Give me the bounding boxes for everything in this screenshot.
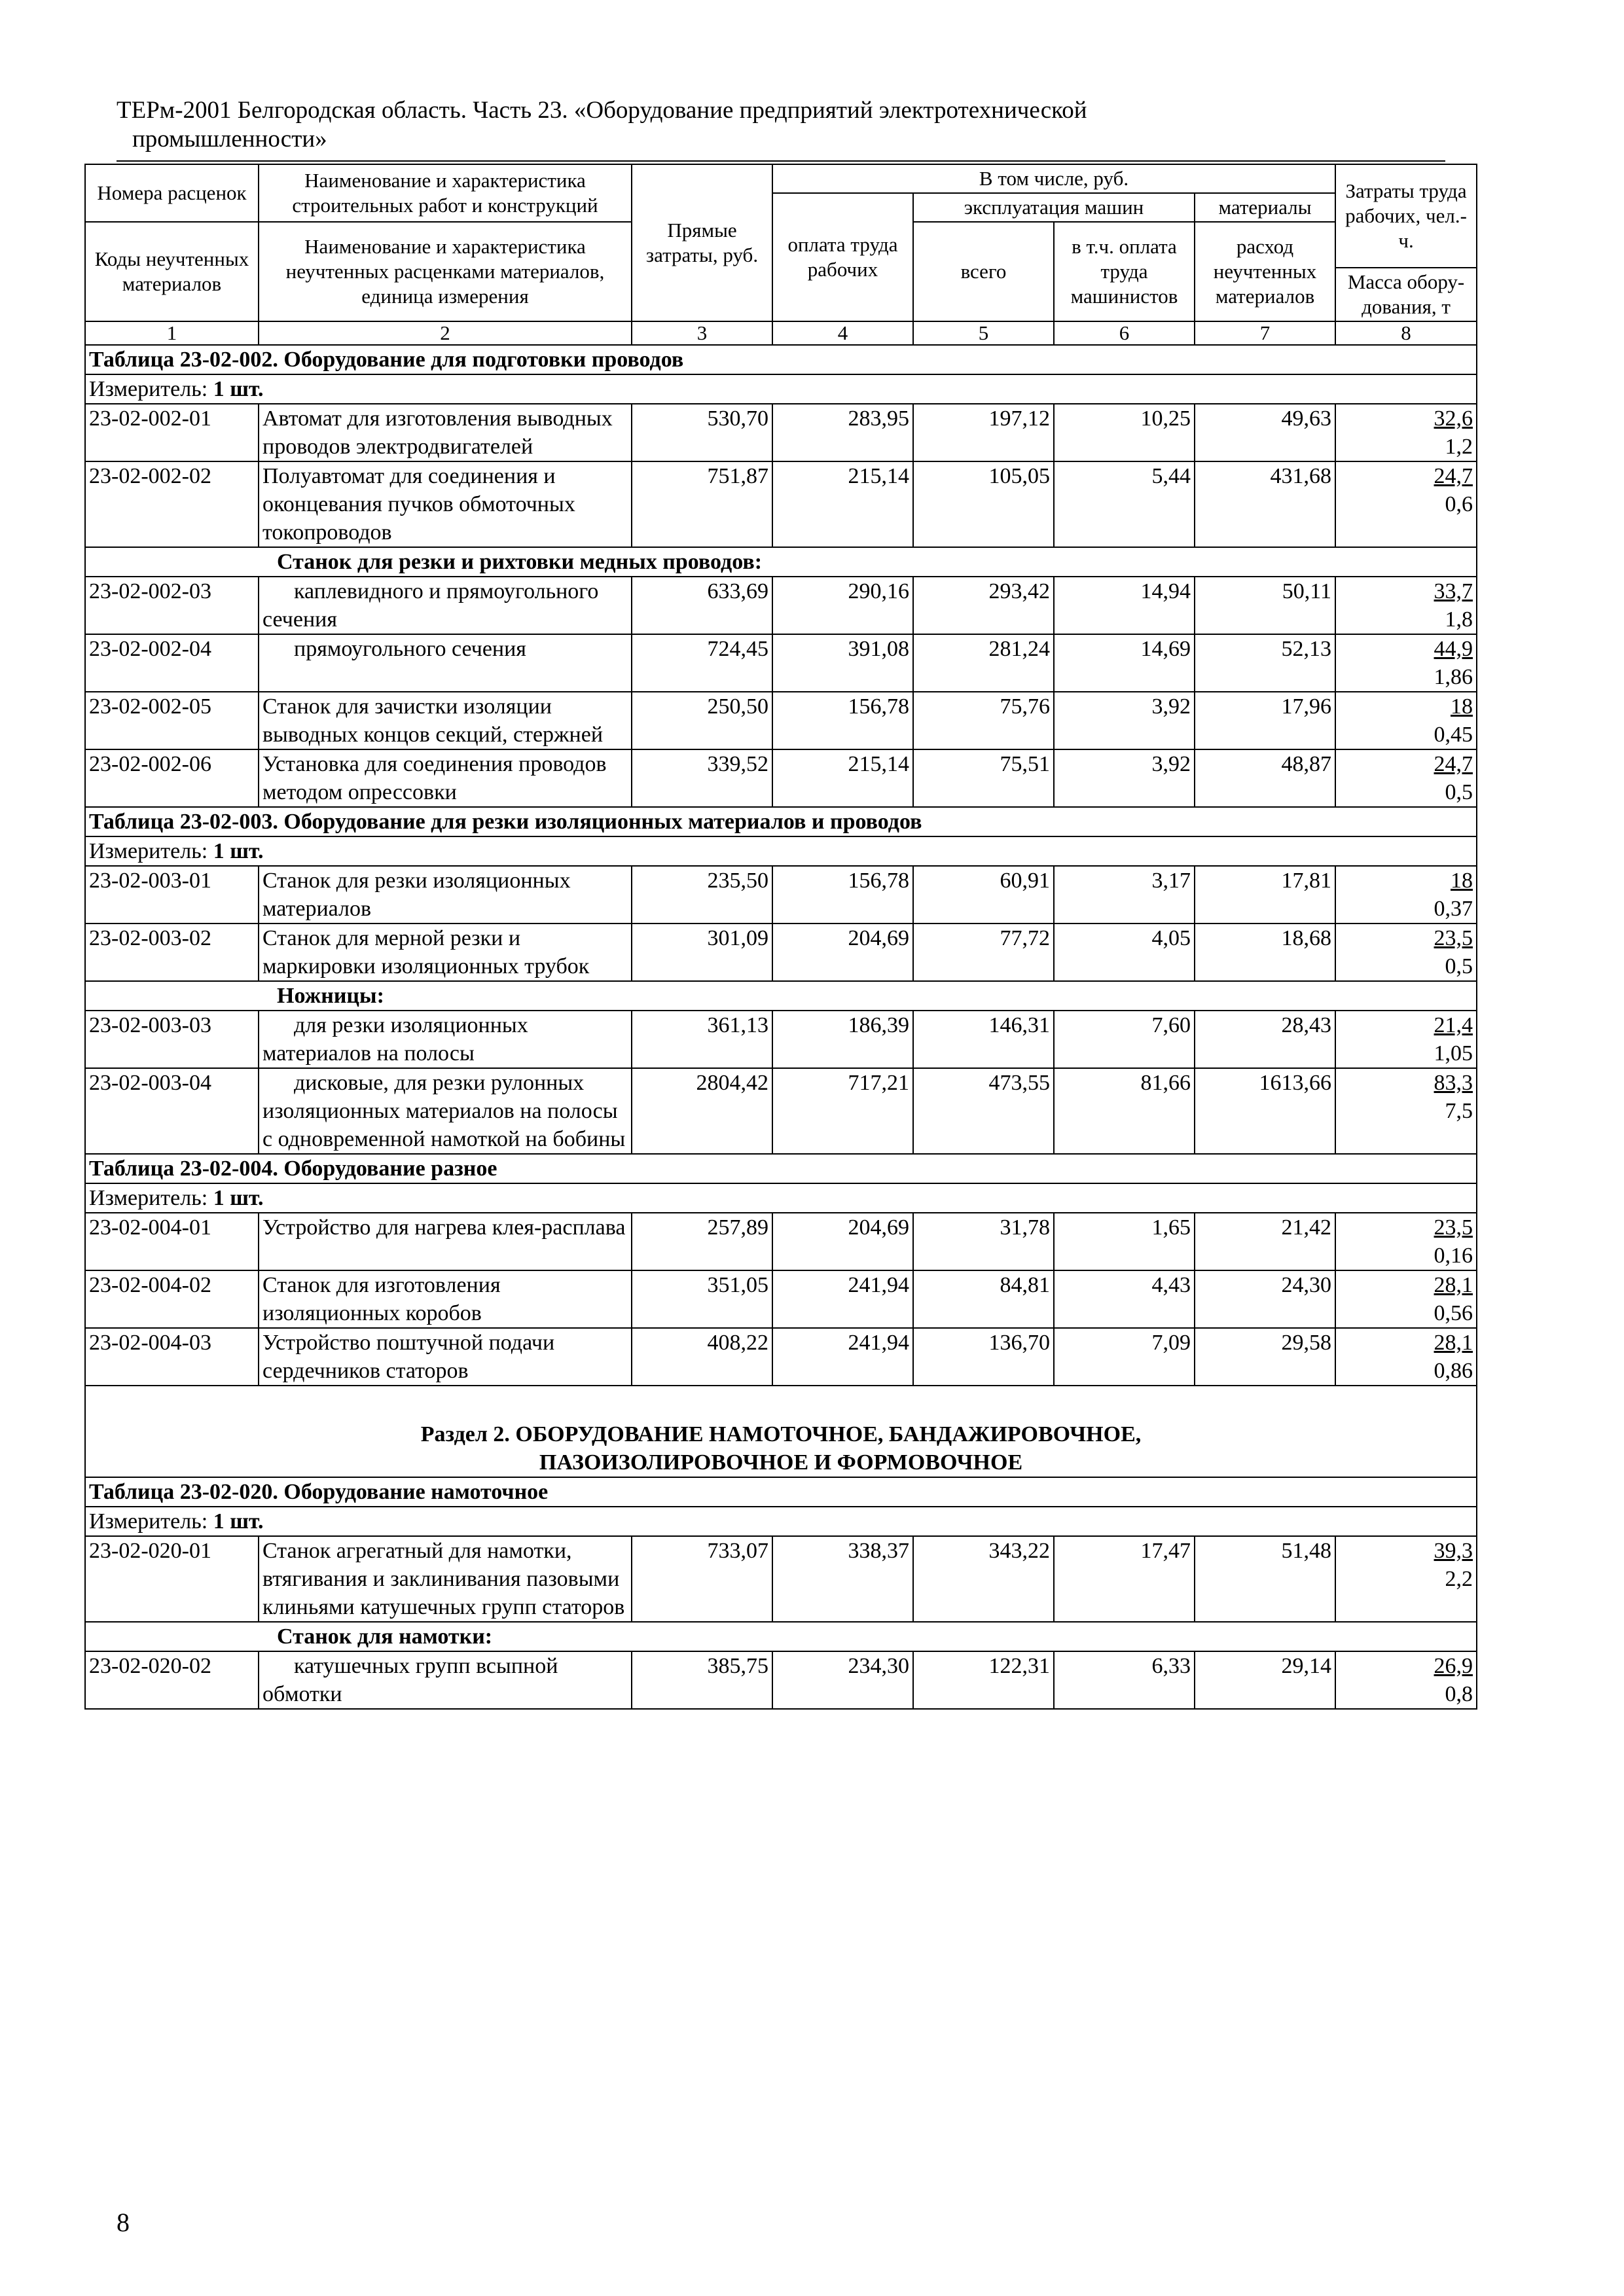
equipment-mass: 0,86 xyxy=(1434,1359,1473,1383)
col-head-rate-numbers: Номера расценок xyxy=(85,164,259,222)
table-row xyxy=(85,634,1477,692)
machinists-pay: 3,92 xyxy=(1054,749,1195,807)
labor-and-mass xyxy=(1335,1536,1477,1622)
machine-total: 473,55 xyxy=(913,1068,1054,1154)
workers-pay: 717,21 xyxy=(772,1068,913,1154)
col-num: 8 xyxy=(1335,321,1477,345)
equipment-mass: 0,56 xyxy=(1434,1301,1473,1325)
labor-and-mass xyxy=(1335,749,1477,807)
workers-pay: 186,39 xyxy=(772,1011,913,1068)
direct-costs: 724,45 xyxy=(632,634,772,692)
col-num: 3 xyxy=(632,321,772,345)
col-head-direct-costs: Прямые затраты, руб. xyxy=(632,164,772,321)
workers-pay: 215,14 xyxy=(772,461,913,547)
labor-and-mass xyxy=(1335,1270,1477,1328)
machinists-pay: 3,17 xyxy=(1054,866,1195,924)
rate-code: 23-02-002-03 xyxy=(85,577,259,634)
rate-code: 23-02-020-02 xyxy=(85,1651,259,1709)
direct-costs: 250,50 xyxy=(632,692,772,749)
subheading: Станок для резки и рихтовки медных проводов: xyxy=(85,547,1477,577)
labor-and-mass xyxy=(1335,634,1477,692)
materials: 431,68 xyxy=(1195,461,1335,547)
section-heading xyxy=(85,1386,1477,1477)
table-row xyxy=(85,1328,1477,1386)
col-head-work-name: Наименование и характеристика строительных работ и конструкций xyxy=(259,164,632,222)
materials: 50,11 xyxy=(1195,577,1335,634)
labor-and-mass xyxy=(1335,692,1477,749)
workers-pay: 290,16 xyxy=(772,577,913,634)
measure-label: Измеритель: xyxy=(89,377,208,401)
direct-costs: 385,75 xyxy=(632,1651,772,1709)
rate-code: 23-02-004-02 xyxy=(85,1270,259,1328)
measure-row xyxy=(85,1183,1477,1213)
measure-label: Измеритель: xyxy=(89,839,208,863)
table-title: Таблица 23-02-004. Оборудование разное xyxy=(85,1154,1477,1183)
measure-cell xyxy=(85,1183,1477,1213)
direct-costs: 361,13 xyxy=(632,1011,772,1068)
col-num: 2 xyxy=(259,321,632,345)
measure-label: Измеритель: xyxy=(89,1509,208,1534)
workers-pay: 204,69 xyxy=(772,924,913,981)
col-num: 5 xyxy=(913,321,1054,345)
direct-costs: 301,09 xyxy=(632,924,772,981)
machine-total: 84,81 xyxy=(913,1270,1054,1328)
direct-costs: 235,50 xyxy=(632,866,772,924)
work-name: Станок для мерной резки и маркировки изоляционных трубок xyxy=(259,924,632,981)
equipment-mass: 0,5 xyxy=(1445,954,1473,978)
equipment-mass: 1,05 xyxy=(1434,1041,1473,1066)
col-head-materials: материалы xyxy=(1195,193,1335,222)
work-name: Полуавтомат для соединения и оконцевания пучков обмоточных токопроводов xyxy=(259,461,632,547)
header-rule xyxy=(117,160,1445,162)
work-name: Станок для зачистки изоляции выводных концов секций, стержней xyxy=(259,692,632,749)
direct-costs: 633,69 xyxy=(632,577,772,634)
workers-pay: 234,30 xyxy=(772,1651,913,1709)
col-head-machine-total: всего xyxy=(913,222,1054,321)
table-title-row xyxy=(85,1477,1477,1507)
table-row xyxy=(85,1651,1477,1709)
machine-total: 136,70 xyxy=(913,1328,1054,1386)
equipment-mass: 1,2 xyxy=(1445,435,1473,459)
labor-and-mass xyxy=(1335,1068,1477,1154)
machinists-pay: 14,94 xyxy=(1054,577,1195,634)
labor-costs: 18 xyxy=(1451,694,1473,719)
measure-row xyxy=(85,1507,1477,1536)
header-title-line2: промышленности» xyxy=(132,126,327,152)
labor-costs: 18 xyxy=(1451,869,1473,893)
workers-pay: 156,78 xyxy=(772,866,913,924)
machinists-pay: 5,44 xyxy=(1054,461,1195,547)
labor-costs: 28,1 xyxy=(1434,1273,1473,1297)
col-num: 6 xyxy=(1054,321,1195,345)
equipment-mass: 1,86 xyxy=(1434,665,1473,689)
rate-code: 23-02-002-02 xyxy=(85,461,259,547)
direct-costs: 2804,42 xyxy=(632,1068,772,1154)
machine-total: 31,78 xyxy=(913,1213,1054,1270)
machinists-pay: 6,33 xyxy=(1054,1651,1195,1709)
table-title-row xyxy=(85,807,1477,836)
machinists-pay: 3,92 xyxy=(1054,692,1195,749)
page-header xyxy=(117,96,1445,154)
workers-pay: 215,14 xyxy=(772,749,913,807)
machine-total: 105,05 xyxy=(913,461,1054,547)
rate-code: 23-02-003-01 xyxy=(85,866,259,924)
col-head-unaccounted-materials: расход неучтенных материалов xyxy=(1195,222,1335,321)
materials: 29,14 xyxy=(1195,1651,1335,1709)
measure-value: 1 шт. xyxy=(213,839,264,863)
machinists-pay: 7,09 xyxy=(1054,1328,1195,1386)
table-row xyxy=(85,924,1477,981)
subheading: Ножницы: xyxy=(85,981,1477,1011)
work-name: Установка для соединения проводов методом опрессовки xyxy=(259,749,632,807)
direct-costs: 751,87 xyxy=(632,461,772,547)
direct-costs: 733,07 xyxy=(632,1536,772,1622)
materials: 24,30 xyxy=(1195,1270,1335,1328)
direct-costs: 351,05 xyxy=(632,1270,772,1328)
machine-total: 75,76 xyxy=(913,692,1054,749)
col-head-material-names: Наименование и характеристика неучтенных расценками материалов, единица измерения xyxy=(259,222,632,321)
section-heading-line1: Раздел 2. ОБОРУДОВАНИЕ НАМОТОЧНОЕ, БАНДАЖИРОВОЧНОЕ, xyxy=(420,1422,1142,1446)
measure-value: 1 шт. xyxy=(213,1186,264,1210)
direct-costs: 339,52 xyxy=(632,749,772,807)
table-row xyxy=(85,1270,1477,1328)
direct-costs: 530,70 xyxy=(632,404,772,461)
materials: 17,96 xyxy=(1195,692,1335,749)
machinists-pay: 14,69 xyxy=(1054,634,1195,692)
labor-and-mass xyxy=(1335,1213,1477,1270)
subheading-row xyxy=(85,981,1477,1011)
work-name: катушечных групп всыпной обмотки xyxy=(259,1651,632,1709)
table-body xyxy=(85,345,1477,1709)
col-num: 7 xyxy=(1195,321,1335,345)
machinists-pay: 7,60 xyxy=(1054,1011,1195,1068)
machine-total: 343,22 xyxy=(913,1536,1054,1622)
page-number: 8 xyxy=(117,2208,130,2237)
labor-costs: 44,9 xyxy=(1434,637,1473,661)
measure-cell xyxy=(85,836,1477,866)
labor-costs: 24,7 xyxy=(1434,752,1473,776)
machine-total: 293,42 xyxy=(913,577,1054,634)
equipment-mass: 0,5 xyxy=(1445,780,1473,804)
rate-code: 23-02-002-06 xyxy=(85,749,259,807)
labor-and-mass xyxy=(1335,924,1477,981)
labor-costs: 24,7 xyxy=(1434,464,1473,488)
equipment-mass: 1,8 xyxy=(1445,607,1473,632)
materials: 49,63 xyxy=(1195,404,1335,461)
work-name: Станок для резки изоляционных материалов xyxy=(259,866,632,924)
work-name: Станок для изготовления изоляционных коробов xyxy=(259,1270,632,1328)
table-row xyxy=(85,577,1477,634)
materials: 18,68 xyxy=(1195,924,1335,981)
rate-code: 23-02-004-03 xyxy=(85,1328,259,1386)
machinists-pay: 4,43 xyxy=(1054,1270,1195,1328)
workers-pay: 338,37 xyxy=(772,1536,913,1622)
labor-costs: 21,4 xyxy=(1434,1013,1473,1037)
col-head-mass: Масса обору-дования, т xyxy=(1335,268,1477,321)
table-row xyxy=(85,1536,1477,1622)
labor-and-mass xyxy=(1335,461,1477,547)
machine-total: 146,31 xyxy=(913,1011,1054,1068)
labor-and-mass xyxy=(1335,866,1477,924)
labor-and-mass xyxy=(1335,1011,1477,1068)
materials: 48,87 xyxy=(1195,749,1335,807)
machinists-pay: 10,25 xyxy=(1054,404,1195,461)
subheading-row xyxy=(85,547,1477,577)
table-row xyxy=(85,1213,1477,1270)
header-title-line1: ТЕРм-2001 Белгородская область. Часть 23. «Оборудование предприятий электротехнической xyxy=(117,97,1087,124)
rate-code: 23-02-020-01 xyxy=(85,1536,259,1622)
table-header xyxy=(85,164,1477,345)
work-name: дисковые, для резки рулонных изоляционных материалов на полосы с одновременной намоткой на бобины xyxy=(259,1068,632,1154)
col-num: 4 xyxy=(772,321,913,345)
machine-total: 60,91 xyxy=(913,866,1054,924)
workers-pay: 391,08 xyxy=(772,634,913,692)
labor-costs: 39,3 xyxy=(1434,1539,1473,1563)
work-name: Устройство для нагрева клея-расплава xyxy=(259,1213,632,1270)
materials: 1613,66 xyxy=(1195,1068,1335,1154)
table-row xyxy=(85,692,1477,749)
materials: 21,42 xyxy=(1195,1213,1335,1270)
table-title-row xyxy=(85,1154,1477,1183)
measure-label: Измеритель: xyxy=(89,1186,208,1210)
col-head-machinists-pay: в т.ч. оплата труда машинистов xyxy=(1054,222,1195,321)
rate-code: 23-02-002-05 xyxy=(85,692,259,749)
col-head-material-codes: Коды неучтенных материалов xyxy=(85,222,259,321)
equipment-mass: 0,16 xyxy=(1434,1244,1473,1268)
workers-pay: 283,95 xyxy=(772,404,913,461)
table-row xyxy=(85,1068,1477,1154)
machinists-pay: 1,65 xyxy=(1054,1213,1195,1270)
section-heading-line2: ПАЗОИЗОЛИРОВОЧНОЕ И ФОРМОВОЧНОЕ xyxy=(539,1450,1023,1475)
materials: 29,58 xyxy=(1195,1328,1335,1386)
table-row xyxy=(85,1011,1477,1068)
section-heading-row xyxy=(85,1386,1477,1477)
table-row xyxy=(85,461,1477,547)
table-title: Таблица 23-02-020. Оборудование намоточное xyxy=(85,1477,1477,1507)
measure-value: 1 шт. xyxy=(213,1509,264,1534)
work-name: прямоугольного сечения xyxy=(259,634,632,692)
col-head-machine-operation: эксплуатация машин xyxy=(913,193,1195,222)
column-numbers-row xyxy=(85,321,1477,345)
measure-cell xyxy=(85,374,1477,404)
table-title: Таблица 23-02-003. Оборудование для резки изоляционных материалов и проводов xyxy=(85,807,1477,836)
labor-costs: 83,3 xyxy=(1434,1071,1473,1095)
workers-pay: 241,94 xyxy=(772,1328,913,1386)
table-title: Таблица 23-02-002. Оборудование для подготовки проводов xyxy=(85,345,1477,374)
work-name: каплевидного и прямоугольного сечения xyxy=(259,577,632,634)
rate-code: 23-02-003-02 xyxy=(85,924,259,981)
work-name: Станок агрегатный для намотки, втягивания и заклинивания пазовыми клиньями катушечных групп статоров xyxy=(259,1536,632,1622)
rate-code: 23-02-002-01 xyxy=(85,404,259,461)
labor-and-mass xyxy=(1335,577,1477,634)
workers-pay: 204,69 xyxy=(772,1213,913,1270)
machinists-pay: 17,47 xyxy=(1054,1536,1195,1622)
labor-costs: 23,5 xyxy=(1434,926,1473,950)
table-row xyxy=(85,866,1477,924)
materials: 51,48 xyxy=(1195,1536,1335,1622)
machine-total: 281,24 xyxy=(913,634,1054,692)
direct-costs: 257,89 xyxy=(632,1213,772,1270)
col-head-labor: Затраты труда рабочих, чел.-ч. xyxy=(1335,164,1477,268)
labor-costs: 33,7 xyxy=(1434,579,1473,603)
table-title-row xyxy=(85,345,1477,374)
materials: 52,13 xyxy=(1195,634,1335,692)
equipment-mass: 0,8 xyxy=(1445,1682,1473,1706)
labor-costs: 28,1 xyxy=(1434,1331,1473,1355)
equipment-mass: 0,45 xyxy=(1434,723,1473,747)
work-name: Автомат для изготовления выводных проводов электродвигателей xyxy=(259,404,632,461)
machinists-pay: 81,66 xyxy=(1054,1068,1195,1154)
materials: 17,81 xyxy=(1195,866,1335,924)
col-head-including: В том числе, руб. xyxy=(772,164,1335,193)
rate-code: 23-02-004-01 xyxy=(85,1213,259,1270)
machine-total: 77,72 xyxy=(913,924,1054,981)
measure-row xyxy=(85,374,1477,404)
subheading: Станок для намотки: xyxy=(85,1622,1477,1651)
equipment-mass: 7,5 xyxy=(1445,1099,1473,1123)
table-row xyxy=(85,404,1477,461)
machine-total: 75,51 xyxy=(913,749,1054,807)
labor-and-mass xyxy=(1335,1328,1477,1386)
machine-total: 197,12 xyxy=(913,404,1054,461)
subheading-row xyxy=(85,1622,1477,1651)
rates-table xyxy=(84,164,1477,1710)
machine-total: 122,31 xyxy=(913,1651,1054,1709)
equipment-mass: 0,6 xyxy=(1445,492,1473,516)
measure-row xyxy=(85,836,1477,866)
labor-costs: 23,5 xyxy=(1434,1215,1473,1240)
col-head-workers-pay: оплата труда рабочих xyxy=(772,193,913,321)
col-num: 1 xyxy=(85,321,259,345)
equipment-mass: 0,37 xyxy=(1434,897,1473,921)
work-name: Устройство поштучной подачи сердечников статоров xyxy=(259,1328,632,1386)
rate-code: 23-02-003-04 xyxy=(85,1068,259,1154)
labor-costs: 32,6 xyxy=(1434,406,1473,431)
work-name: для резки изоляционных материалов на полосы xyxy=(259,1011,632,1068)
workers-pay: 156,78 xyxy=(772,692,913,749)
measure-cell xyxy=(85,1507,1477,1536)
measure-value: 1 шт. xyxy=(213,377,264,401)
direct-costs: 408,22 xyxy=(632,1328,772,1386)
machinists-pay: 4,05 xyxy=(1054,924,1195,981)
rate-code: 23-02-002-04 xyxy=(85,634,259,692)
labor-costs: 26,9 xyxy=(1434,1654,1473,1678)
equipment-mass: 2,2 xyxy=(1445,1567,1473,1591)
labor-and-mass xyxy=(1335,1651,1477,1709)
labor-and-mass xyxy=(1335,404,1477,461)
workers-pay: 241,94 xyxy=(772,1270,913,1328)
rate-code: 23-02-003-03 xyxy=(85,1011,259,1068)
materials: 28,43 xyxy=(1195,1011,1335,1068)
table-row xyxy=(85,749,1477,807)
